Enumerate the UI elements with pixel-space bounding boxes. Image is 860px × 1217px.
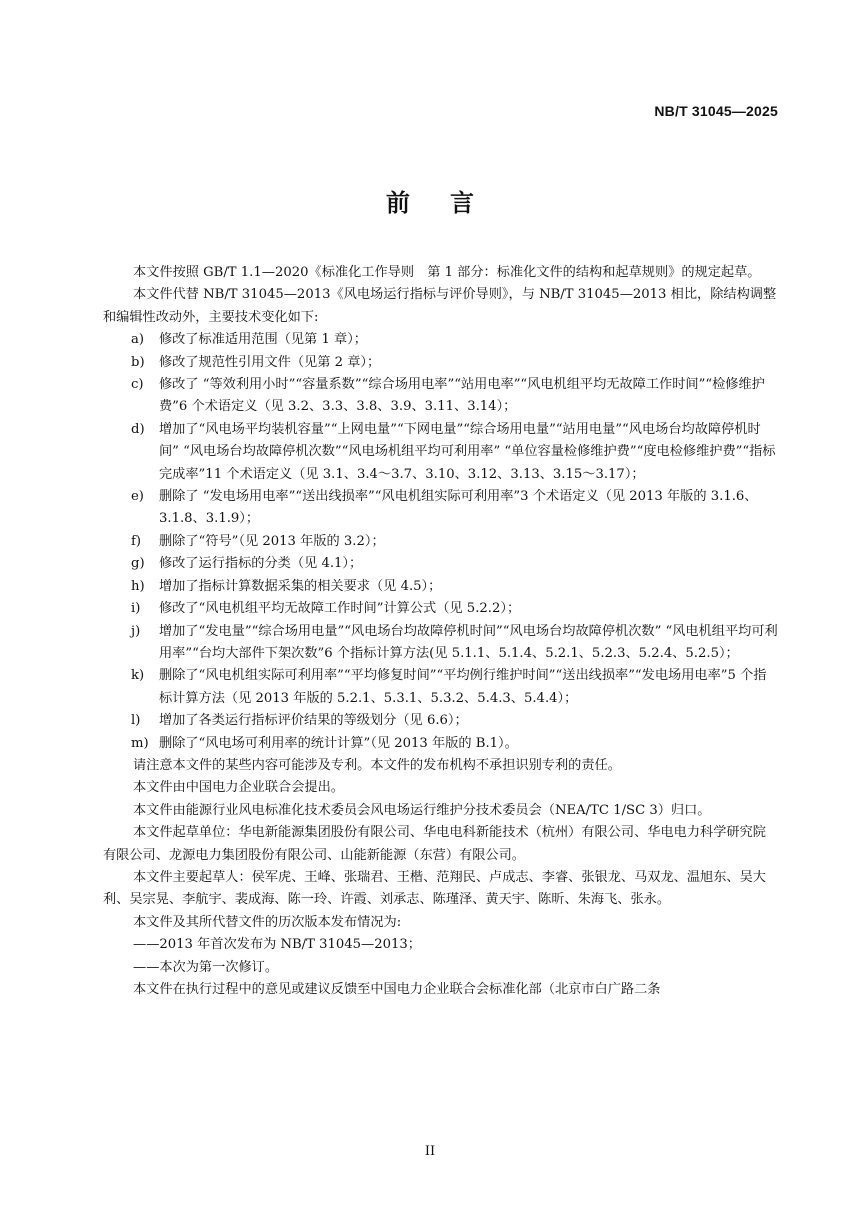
list-item xyxy=(103,553,779,575)
intro-paragraph: 本文件代替 NB/T 31045—2013《风电场运行指标与评价导则》，与 NB/T 31045—2013 相比，除结构调整和编辑性改动外，主要技术变化如下: xyxy=(103,287,777,325)
list-item-text: 增加了“风电场平均装机容量”“上网电量”“下网电量”“综合场用电量”“站用电量”“风电场台均故障停机时间” “风电场台均故障停机次数”“风电场机组平均可利用率” “单位容量检修维护费”“度电检修维护费”“指标完成率”11 个术语定义（见 3.1、3.4～3.7、3.10、3.12、3.13、3.15～3.17）； xyxy=(159,421,776,482)
list-item-text: 删除了“符号”（见 2013 年版的 3.2）； xyxy=(159,533,385,549)
history-item: ——2013 年首次发布为 NB/T 31045—2013； xyxy=(133,937,421,953)
list-item xyxy=(103,665,779,710)
proposer-statement: 本文件由中国电力企业联合会提出。 xyxy=(133,780,344,796)
list-item xyxy=(103,576,779,598)
list-item-label: h) xyxy=(131,578,145,594)
list-item xyxy=(103,733,779,755)
list-item xyxy=(103,374,779,419)
history-item: ——本次为第一次修订。 xyxy=(133,959,279,975)
list-item-label: a) xyxy=(131,332,145,348)
drafters: 本文件主要起草人：侯军虎、王峰、张瑞君、王楷、范翔民、卢成志、李睿、张银龙、马双龙、温旭东、吴大利、吴宗晃、李航宇、裴成海、陈一玲、许霞、刘承志、陈瑾泽、黄天宇、陈昕、朱海飞、张永。 xyxy=(103,869,766,908)
list-item-label: i) xyxy=(131,601,141,617)
drafting-units: 本文件起草单位：华电新能源集团股份有限公司、华电电科新能技术（杭州）有限公司、华电电力科学研究院有限公司、龙源电力集团股份有限公司、山能新能源（东营）有限公司。 xyxy=(103,825,766,863)
list-item-text: 修改了规范性引用文件（见第 2 章）； xyxy=(159,354,381,370)
list-item xyxy=(103,710,779,732)
patent-notice: 请注意本文件的某些内容可能涉及专利。本文件的发布机构不承担识别专利的责任。 xyxy=(133,757,621,773)
page-number: II xyxy=(424,1144,436,1159)
list-item-text: 修改了运行指标的分类（见 4.1）； xyxy=(159,556,363,572)
list-item xyxy=(103,531,779,553)
list-item-text: 增加了各类运行指标评价结果的等级划分（见 6.6）； xyxy=(159,713,468,729)
page-title xyxy=(0,183,860,218)
list-item-label: g) xyxy=(131,556,145,572)
list-item xyxy=(103,486,779,531)
list-item-text: 修改了 “等效利用小时”“容量系数”“综合场用电率”“站用电率”“风电机组平均无故障工作时间”“检修维护费”6 个术语定义（见 3.2、3.3、3.8、3.9、3.11、3.14）； xyxy=(159,377,765,415)
list-item-label: m) xyxy=(131,735,149,751)
list-item-label: f) xyxy=(131,533,142,549)
committee-statement: 本文件由能源行业风电标准化技术委员会风电场运行维护分技术委员会（NEA/TC 1/SC 3）归口。 xyxy=(133,802,711,818)
list-item-label: k) xyxy=(131,668,145,684)
list-item-label: c) xyxy=(131,377,144,393)
list-item-label: b) xyxy=(131,354,145,370)
list-item xyxy=(103,621,779,666)
intro-paragraph: 本文件按照 GB/T 1.1—2020《标准化工作导则 第 1 部分：标准化文件的结构和起草规则》的规定起草。 xyxy=(133,265,761,280)
list-item-text: 删除了“风电场可利用率的统计计算”（见 2013 年版的 B.1）。 xyxy=(159,735,518,751)
list-item-text: 修改了“风电机组平均无故障工作时间”计算公式（见 5.2.2）； xyxy=(159,601,521,617)
history-intro: 本文件及其所代替文件的历次版本发布情况为: xyxy=(133,914,402,930)
document-code: NB/T 31045—2025 xyxy=(654,103,778,119)
title-char-1: 前 xyxy=(386,189,410,217)
changes-list xyxy=(103,329,779,755)
list-item-text: 修改了标准适用范围（见第 1 章）； xyxy=(159,332,367,348)
list-item-text: 增加了指标计算数据采集的相关要求（见 4.5）； xyxy=(159,578,442,594)
feedback-paragraph: 本文件在执行过程中的意见或建议反馈至中国电力企业联合会标准化部（北京市白广路二条 xyxy=(133,982,661,997)
foreword-body xyxy=(103,262,779,1001)
list-item xyxy=(103,352,779,374)
list-item-label: l) xyxy=(131,713,141,729)
list-item xyxy=(103,419,779,486)
list-item-label: e) xyxy=(131,489,144,505)
list-item-text: 增加了“发电量”“综合场用电量”“风电场台均故障停机时间”“风电场台均故障停机次数” “风电机组平均可利用率”“台均大部件下架次数”6 个指标计算方法(见 5.1.1、5.1.4、5.2.1、5.2.3、5.2.4、5.2.5）； xyxy=(159,623,778,661)
list-item xyxy=(103,329,779,351)
title-char-2: 言 xyxy=(450,189,474,217)
list-item-text: 删除了 “发电场用电率”“送出线损率”“风电机组实际可利用率”3 个术语定义（见 2013 年版的 3.1.6、3.1.8、3.1.9）； xyxy=(159,489,758,527)
list-item xyxy=(103,598,779,620)
list-item-label: j) xyxy=(131,623,141,639)
list-item-label: d) xyxy=(131,421,145,437)
list-item-text: 删除了“风电机组实际可利用率”“平均修复时间”“平均例行维护时间”“送出线损率”“发电场用电率”5 个指标计算方法（见 2013 年版的 5.2.1、5.3.1、5.3.2、5.4.3、5.4.4）； xyxy=(159,668,767,706)
